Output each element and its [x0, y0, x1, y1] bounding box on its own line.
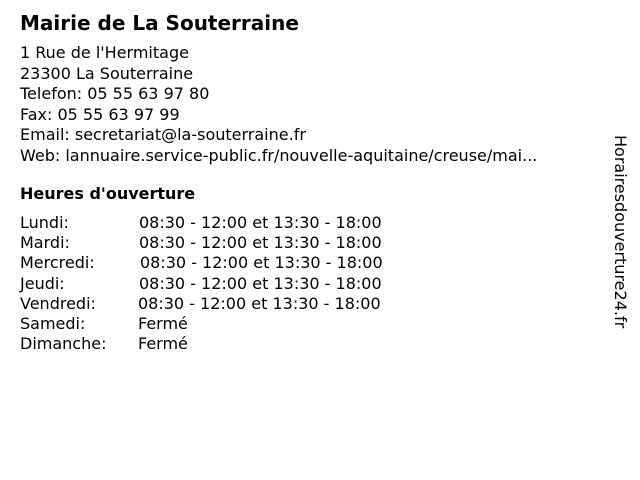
day-label: Mardi: — [20, 233, 70, 253]
day-label: Jeudi: — [20, 273, 65, 293]
day-label: Vendredi: — [20, 293, 96, 313]
time-value: 08:30 - 12:00 et 13:30 - 18:00 — [139, 213, 382, 232]
hours-heading: Heures d'ouverture — [20, 184, 196, 203]
time-value: Fermé — [138, 313, 188, 333]
phone-number: Telefon: 05 55 63 97 80 — [20, 84, 210, 103]
time-value: Fermé — [138, 334, 188, 354]
time-value: 08:30 - 12:00 et 13:30 - 18:00 — [139, 233, 382, 253]
day-label: Mercredi: — [20, 253, 95, 273]
fax-number: Fax: 05 55 63 97 99 — [20, 104, 180, 124]
time-value: 08:30 - 12:00 et 13:30 - 18:00 — [139, 273, 382, 293]
contact-info — [20, 43, 537, 166]
time-value: 08:30 - 12:00 et 13:30 - 18:00 — [138, 293, 381, 313]
time-value: 08:30 - 12:00 et 13:30 - 18:00 — [140, 253, 383, 273]
day-label: Samedi: — [20, 313, 86, 333]
postal-city: 23300 La Souterraine — [20, 63, 194, 83]
email-address: Email: secretariat@la-souterraine.fr — [20, 125, 306, 144]
website-url: Web: lannuaire.service-public.fr/nouvelle-aquitaine/creuse/mai... — [20, 145, 538, 165]
day-label: Dimanche: — [20, 334, 107, 354]
day-label: Lundi: — [20, 213, 69, 232]
street-address: 1 Rue de l'Hermitage — [20, 43, 189, 62]
page-title: Mairie de La Souterraine — [20, 11, 299, 35]
site-brand-watermark: Horairesdouverture24.fr — [611, 135, 630, 329]
